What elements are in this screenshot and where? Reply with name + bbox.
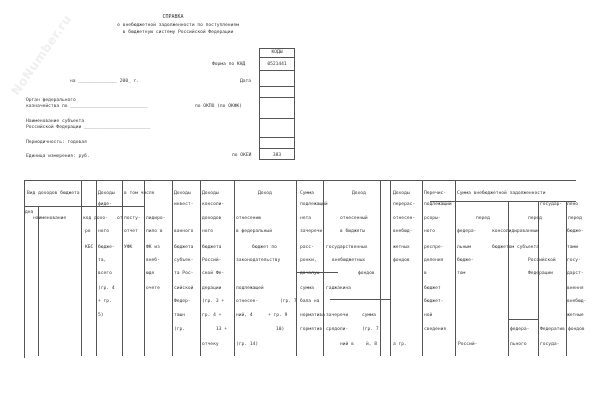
cell: 5) <box>98 313 104 318</box>
cell: федера- <box>510 327 530 332</box>
cell: бюдже- <box>457 258 474 263</box>
cell: в федеральный <box>236 229 272 234</box>
cell: жетных <box>393 245 410 250</box>
col-header-revenue-4: Доходы <box>393 191 410 196</box>
cell: бюджет по <box>252 245 277 250</box>
cell: ной <box>424 313 433 318</box>
cell: КБС <box>85 245 94 250</box>
organ-label-2[interactable]: казначейства по ____________________________ <box>26 104 148 109</box>
col-header-transferred: Перечис- <box>424 191 447 196</box>
form-code-label: Форма по КНД <box>212 62 246 67</box>
col-header-kind: Вид доходов бюджета <box>27 191 80 196</box>
cell: доходов <box>202 216 222 221</box>
cell: фондов <box>568 327 585 332</box>
cell: отчет <box>124 229 138 234</box>
cell: дарст- <box>567 271 584 276</box>
cell: нета <box>300 216 312 221</box>
cell: й, 8 <box>366 342 378 347</box>
cell: бюджета <box>174 245 194 250</box>
cell: бюдже- <box>567 229 584 234</box>
cell: Российской <box>528 258 556 263</box>
cell: сийской <box>174 286 194 291</box>
cell: сведения <box>424 327 447 332</box>
cell: лено <box>567 202 579 207</box>
cell: дачалуы <box>300 271 320 276</box>
cell: фондов <box>393 258 410 263</box>
col-header-revenue-2: Доходы <box>174 191 191 196</box>
col-header-income-2: Доход <box>352 191 366 196</box>
col-header-income: Доход <box>258 191 272 196</box>
cell: (гр. 14) <box>236 342 259 347</box>
cell: внебюд- <box>393 229 413 234</box>
cell: инвест- <box>174 202 194 207</box>
subject-label-1: Наименование субъекта <box>26 119 85 124</box>
col-header-revenue: Доходы <box>98 191 115 196</box>
cell: дна <box>25 210 34 215</box>
page-subtitle-1: о внебюджетной задолженности по поступлениям <box>117 23 239 28</box>
cell: гормятив- <box>300 327 325 332</box>
cell: наименование <box>33 216 67 221</box>
cell: субъек- <box>174 258 194 263</box>
cell: юде <box>146 271 155 276</box>
col-header-debt: Сумма внебюджетной задолженности <box>457 191 546 196</box>
okud-value: 383 <box>272 153 282 158</box>
cell: (гр. 3 + <box>202 299 225 304</box>
cell: (гр. 7 <box>280 299 297 304</box>
cell: 10) <box>276 327 285 332</box>
cell: льным <box>457 245 471 250</box>
cell: льного <box>510 342 527 347</box>
cell: подлежащий <box>424 202 452 207</box>
cell: отнесению <box>236 216 261 221</box>
cell: отчеку <box>202 342 219 347</box>
cell: сумма <box>300 286 314 291</box>
cell: УФК <box>124 245 133 250</box>
okud-label: по ОКЕИ <box>232 153 252 158</box>
cell: сумма <box>362 313 376 318</box>
cell: бюдже- <box>98 245 115 250</box>
cell: + гр. 9 <box>268 313 288 318</box>
cell: отнесен- <box>393 216 416 221</box>
cell: том <box>457 271 466 276</box>
cell: респре- <box>424 245 444 250</box>
cell: лидиро- <box>146 216 166 221</box>
cell: ного <box>98 229 110 234</box>
cell: всего <box>98 271 112 276</box>
col-header-sum: Сумма <box>300 191 314 196</box>
cell: внебюд- <box>567 299 587 304</box>
cell: посту- <box>124 216 141 221</box>
page-subtitle-2: в бюджетную систему Российской Федерации <box>122 30 234 35</box>
cell: фондов <box>358 271 375 276</box>
cell: внення <box>567 286 584 291</box>
cell: Россий- <box>202 258 222 263</box>
cell: консоли- <box>202 202 225 207</box>
cell: гаджакина <box>326 286 351 291</box>
cell: код дохо- <box>83 216 108 221</box>
cell: перед <box>528 216 542 221</box>
cell: дерации <box>202 286 222 291</box>
cell: ванного <box>174 229 194 234</box>
form-code-value: 0521441 <box>267 62 287 67</box>
codes-heading: КОДЫ <box>271 50 283 55</box>
cell: в <box>424 271 427 276</box>
cell: государ- <box>540 202 563 207</box>
cell: ро <box>85 229 91 234</box>
report-date-line[interactable]: на ______________ 200_ г. <box>70 79 140 84</box>
cell: (гр. <box>174 327 186 332</box>
cell: + гр. <box>98 299 112 304</box>
cell: ного <box>424 229 436 234</box>
cell: бюджет <box>424 286 441 291</box>
cell: законодательству <box>236 258 281 263</box>
cell: ного <box>202 229 214 234</box>
cell: перед <box>476 216 490 221</box>
cell: ний в <box>340 342 354 347</box>
cell: бюджетом субъекта <box>492 245 540 250</box>
unit-label: Единица измерения: руб. <box>26 154 90 159</box>
date-label: Дата <box>240 79 252 84</box>
cell: перерас- <box>393 202 416 207</box>
cell: зачеречи <box>300 229 323 234</box>
subject-label-2[interactable]: Российской Федерации ________________________ <box>26 125 151 130</box>
cell: в бюджеты <box>340 229 365 234</box>
page-title: СПРАВКА <box>162 14 184 20</box>
okpo-label: по ОКПО (по ОКФК) <box>195 104 243 109</box>
cell: очете <box>146 286 160 291</box>
cell: тами <box>567 245 579 250</box>
periodicity-label: Периодичность: годовая <box>26 140 87 145</box>
cell: расс- <box>300 245 314 250</box>
cell: жетные <box>567 313 584 318</box>
cell: ний, 4 <box>236 313 253 318</box>
cell: (гр. 4 <box>98 286 115 291</box>
cell: 13 + <box>216 327 228 332</box>
cell: бюджета <box>202 245 222 250</box>
cell: ташн <box>174 313 186 318</box>
watermark-logo: NoNumber.ru <box>8 12 75 98</box>
cell: госуда- <box>540 342 560 347</box>
cell: подлежащий <box>300 202 328 207</box>
cell: внебюджетных <box>332 258 366 263</box>
organ-label-1: Орган федерального <box>26 98 76 103</box>
cell: пило в <box>146 229 163 234</box>
cell: бюджет- <box>424 299 444 304</box>
cell: рсоры- <box>424 216 441 221</box>
cell: (гр. 7 <box>362 327 379 332</box>
cell: гр. 4 + <box>202 313 222 318</box>
cell: отнесенный <box>340 216 368 221</box>
cell: государственных <box>326 245 368 250</box>
cell: отнесен- <box>236 299 259 304</box>
cell: норматива <box>300 313 325 318</box>
cell: а гр. <box>393 342 407 347</box>
cell: зачеречи <box>326 313 349 318</box>
cell: ской Фе- <box>202 271 225 276</box>
cell: фиде- <box>98 202 112 207</box>
cell: перед <box>568 216 582 221</box>
cell: Федер- <box>174 299 191 304</box>
cell: деления <box>424 258 444 263</box>
cell: бала на <box>300 299 320 304</box>
cell: госу- <box>567 258 581 263</box>
cell: от <box>117 216 123 221</box>
cell: Россий- <box>458 342 478 347</box>
cell: та, <box>98 258 107 263</box>
cell: Федерации <box>528 271 553 276</box>
cell: срядоли- <box>326 327 349 332</box>
cell: консолидированным <box>492 229 540 234</box>
cell: ФК из <box>146 245 160 250</box>
cell: Федератив <box>540 327 565 332</box>
cell: ронки, <box>300 258 317 263</box>
cell: федера- <box>457 229 477 234</box>
cell: внеб- <box>146 258 160 263</box>
cell: та Рос- <box>174 271 194 276</box>
cell: подлежащей <box>236 286 264 291</box>
col-header-revenue-3: Доходы <box>202 191 219 196</box>
col-header-including: в том числе <box>124 191 155 196</box>
